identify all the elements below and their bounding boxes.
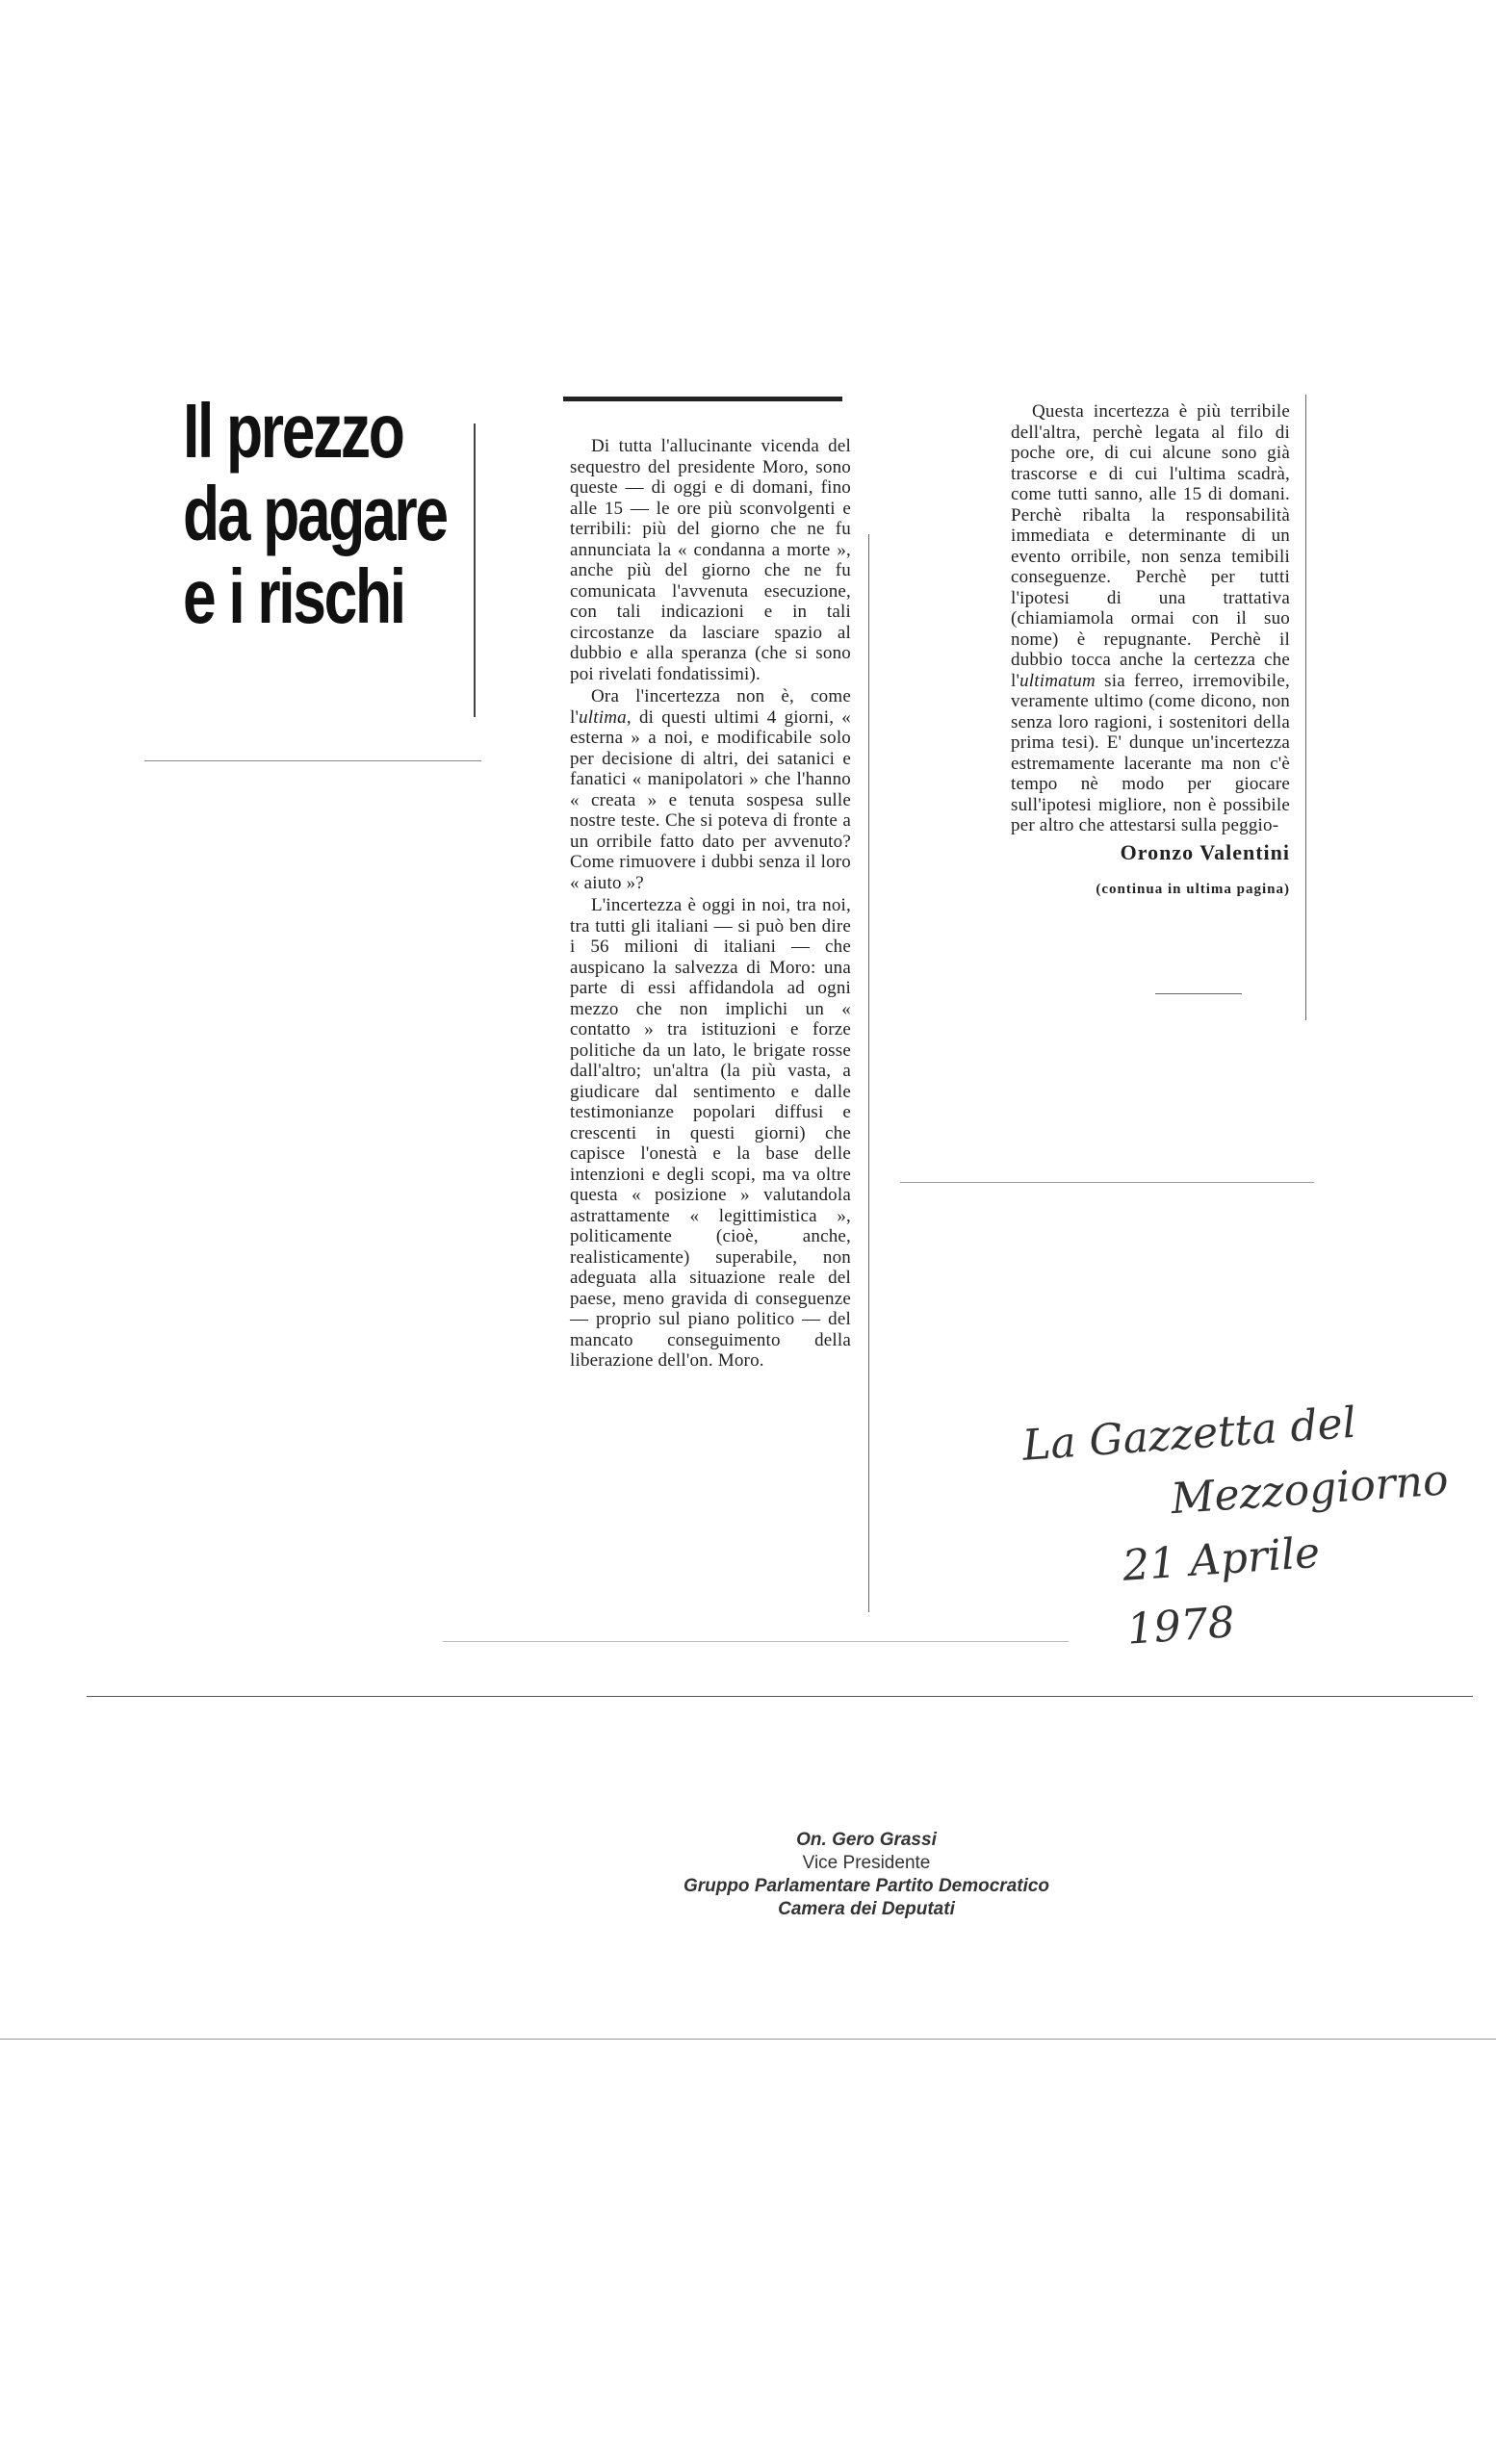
column-1-top-rule [563,397,842,401]
page-separator-left-fragment [443,1641,1069,1642]
headline-line-3: e i rischi [183,553,404,639]
article-signature: Oronzo Valentini [1120,839,1290,864]
footer-group: Gruppo Parlamentare Partito Democratico [683,1876,1050,1896]
handwritten-note [1020,1389,1451,1669]
signature-rule [1155,993,1242,994]
footer-name: On. Gero Grassi [796,1830,937,1850]
page-bottom-rule [0,2039,1496,2040]
handwritten-line-3: 21 Aprile 1978 [1121,1527,1322,1655]
footer-role: Vice Presidente [802,1853,931,1873]
column-1-paragraph-2-emphasis: ultima [579,706,627,728]
article-column-1 [570,436,851,1373]
article-column-2 [1011,401,1290,901]
column-1-paragraph-2-text-a: Ora l'incertezza non è, come l' [570,686,851,728]
headline-line-2: da pagare [183,471,447,556]
column-2-paragraph-1-text-b: sia ferreo, irremovibile, veramente ultimo (come dicono, non senza loro ragioni, i sostenitori della prima tesi). E' dunque un'incertezza estremamente lacerante ma non c'è tempo nè modo per giocare sull'ipotesi migliore, non è possibile per altro che attestarsi sulla peggio- [1011,670,1290,835]
continua-note: (continua in ultima pagina) [1096,882,1290,897]
footer-block [578,1829,1155,1921]
column-1-paragraph-3: L'incertezza è oggi in noi, tra noi, tra tutti gli italiani — si può ben dire i 56 milioni di italiani — che auspicano la salvezza di Moro: una parte di essi affidandola ad ogni mezzo che non implichi un « contatto » tra istituzioni e forze politiche da un lato, le brigate rosse dall'altro; un'altra (la più vasta, a giudicare dal sentimento e dalle testimonianze popolari diffusi e crescenti in questi giorni) che capisce l'onestà e la base delle intenzioni e degli scopi, ma va oltre questa « posizione » valutandola astrattamente « legittimistica », politicamente (cioè, anche, realisticamente) superabile, non adeguata alla situazione reale del paese, meno gravida di conseguenze — proprio sul piano politico — del mancato conseguimento della liberazione dell'on. Moro. [570,895,851,1371]
column-2-paragraph-1-emphasis: ultimatum [1019,670,1096,691]
footer-chamber: Camera dei Deputati [778,1899,955,1919]
headline-bottom-rule [144,760,481,761]
headline-rule [474,424,476,717]
column-1-rule [868,534,869,1612]
column-2-paragraph-1 [1011,401,1290,836]
column-2-paragraph-1-text-a: Questa incertezza è più terribile dell'altra, perchè legata al filo di poche ore, di cui alcune sono già trascorse e di cui l'ultima scadrà, come tutti sanno, alle 15 di domani. Perchè ribalta la responsabilità immediata e determinante di un evento orribile, non senza temibili conseguenze. Perchè per tutti l'ipotesi di una trattativa (chiamiamola ormai con il suo nome) è repugnante. Perchè il dubbio tocca anche la certezza che l' [1011,401,1290,691]
headline-line-1: Il prezzo [183,388,403,474]
column-1-paragraph-1: Di tutta l'allucinante vicenda del sequestro del presidente Moro, sono queste — di oggi e di domani, fino alle 15 — le ore più sconvolgenti e terribili: più del giorno che ne fu annunciata la « condanna a morte », anche più del giorno che ne fu comunicata l'avvenuta esecuzione, con tali indicazioni e in tali circostanze da lasciare spazio al dubbio e alla speranza (che si sono poi rivelati fondatissimi). [570,436,851,684]
column-1-paragraph-2-text-b: , di questi ultimi 4 giorni, « esterna » a noi, e modificabile solo per decisione di altri, dei satanici e fanatici « manipolatori » che l'hanno « creata » e tenuta sospesa sulle nostre teste. Che si poteva di fronte a un orribile fatto dato per avvenuto? Come rimuovere i dubbi senza il loro « aiuto »? [570,706,851,893]
page-separator-top [87,1696,1473,1697]
column-1-paragraph-2 [570,686,851,893]
handwritten-line-2: Mezzogiorno [1169,1455,1451,1525]
column-2-rule [1305,395,1306,1020]
headline [183,388,447,639]
handwritten-line-1: La Gazzetta del [1020,1398,1358,1471]
column-2-bottom-rule [900,1182,1314,1183]
